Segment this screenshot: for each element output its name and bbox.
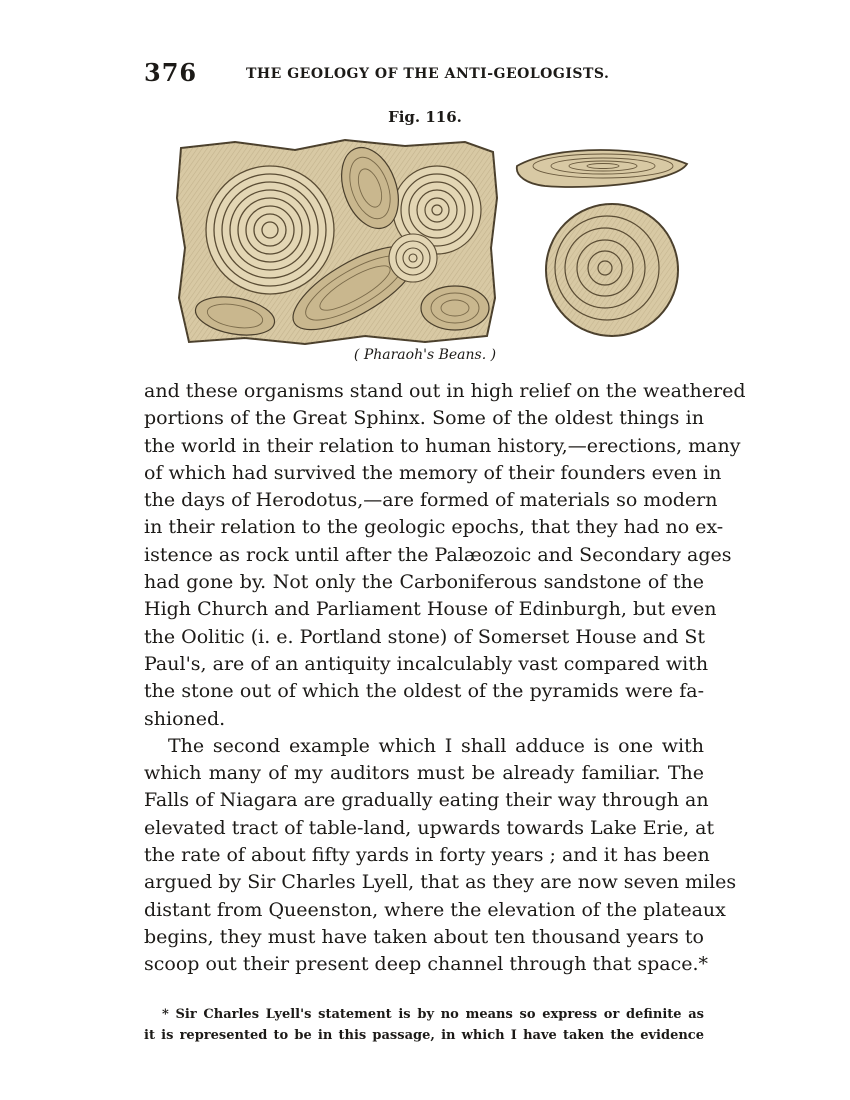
text-line: istence as rock until after the Palæozoic and Secondary ages <box>144 543 732 566</box>
text-line: the Oolitic (i. e. Portland stone) of Somerset House and St <box>144 625 706 648</box>
bean-face-view-drawing <box>546 204 678 336</box>
text-line: Falls of Niagara are gradually eating their way through an <box>144 789 709 812</box>
running-head <box>144 58 704 90</box>
text-line: the days of Herodotus,—are formed of materials so modern <box>144 489 718 512</box>
text-line: in their relation to the geologic epochs, that they had no ex- <box>144 516 724 539</box>
bean-side-view-drawing <box>517 150 687 187</box>
text-line: which many of my auditors must be already familiar. The <box>144 762 704 785</box>
text-line: portions of the Great Sphinx. Some of the oldest things in <box>144 407 704 430</box>
text-line: The second example which I shall adduce is one with <box>168 734 704 757</box>
figure-caption: ( Pharaoh's Beans. ) <box>353 347 497 363</box>
running-title: THE GEOLOGY OF THE ANTI-GEOLOGISTS. <box>246 66 610 82</box>
text-line: the world in their relation to human history,—erections, many <box>144 434 741 457</box>
figure-illustration <box>175 138 695 350</box>
text-line: the rate of about fifty yards in forty years ; and it has been <box>144 844 710 867</box>
text-line: the stone out of which the oldest of the pyramids were fa- <box>144 680 704 703</box>
footnote <box>144 1004 704 1046</box>
body-text <box>144 378 746 979</box>
footnote-line: it is represented to be in this passage, in which I have taken the evidence <box>144 1028 704 1043</box>
rock-slab-drawing <box>177 140 497 346</box>
text-line: Paul's, are of an antiquity incalculably vast compared with <box>144 652 709 675</box>
footnote-line: * Sir Charles Lyell's statement is by no means so express or definite as <box>162 1007 704 1022</box>
page-number: 376 <box>144 58 198 87</box>
text-line: shioned. <box>144 707 226 730</box>
pharaohs-beans-engraving <box>175 138 695 350</box>
figure-label: Fig. 116. <box>388 108 462 126</box>
text-line: argued by Sir Charles Lyell, that as they are now seven miles <box>144 871 737 894</box>
text-line: had gone by. Not only the Carboniferous sandstone of the <box>144 571 704 594</box>
text-line: elevated tract of table-land, upwards towards Lake Erie, at <box>144 816 715 839</box>
text-line: distant from Queenston, where the elevation of the plateaux <box>144 898 726 921</box>
text-line: scoop out their present deep channel through that space.* <box>144 953 709 976</box>
text-line: of which had survived the memory of their founders even in <box>144 461 722 484</box>
text-line: begins, they must have taken about ten thousand years to <box>144 925 704 948</box>
text-line: High Church and Parliament House of Edinburgh, but even <box>144 598 717 621</box>
text-line: and these organisms stand out in high relief on the weathered <box>144 380 746 402</box>
